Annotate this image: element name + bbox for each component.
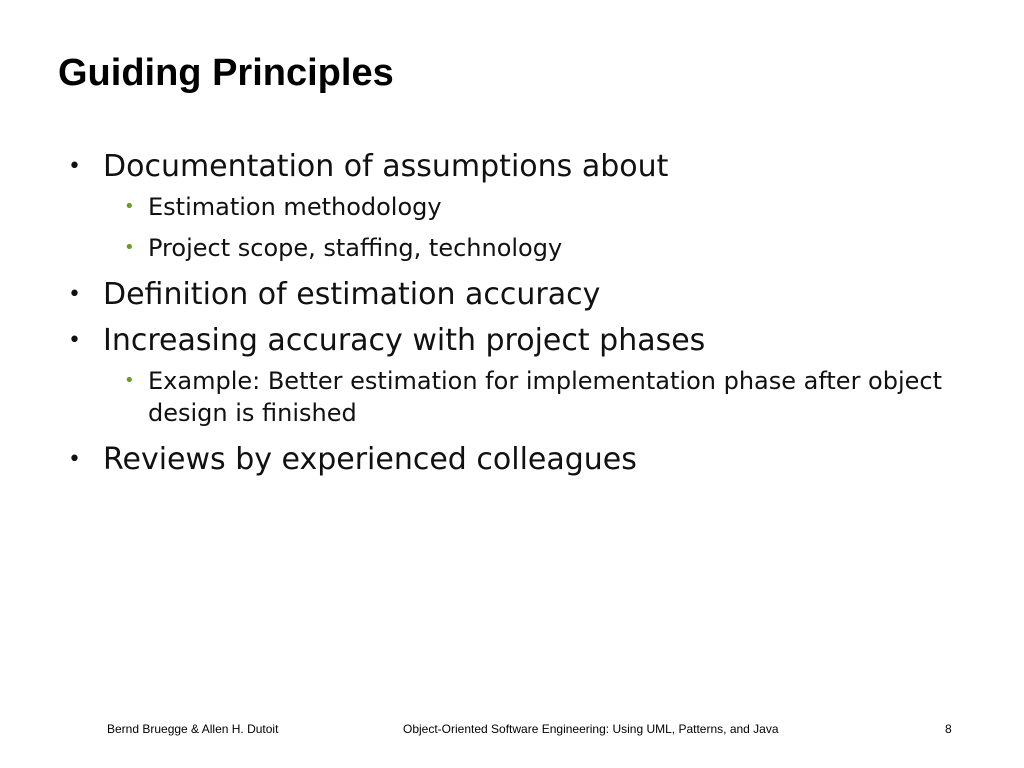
slide-title: Guiding Principles xyxy=(58,52,394,94)
sub-bullet-item xyxy=(68,191,968,223)
bullet-text: Documentation of assumptions about xyxy=(103,149,669,184)
bullet-item xyxy=(68,319,968,363)
bullet-text: Reviews by experienced colleagues xyxy=(103,442,637,477)
bullet-icon: • xyxy=(68,154,81,179)
page-number: 8 xyxy=(945,722,952,736)
sub-bullet-item xyxy=(68,232,968,264)
bullet-icon: • xyxy=(68,447,81,472)
footer-book-title: Object-Oriented Software Engineering: Using UML, Patterns, and Java xyxy=(403,722,779,736)
sub-bullet-icon: • xyxy=(124,237,135,258)
bullet-icon: • xyxy=(68,328,81,353)
sub-bullet-item xyxy=(68,365,968,429)
bullet-list xyxy=(68,145,968,484)
bullet-icon: • xyxy=(68,282,81,307)
bullet-item xyxy=(68,273,968,317)
sub-bullet-icon: • xyxy=(124,370,135,391)
bullet-text: Definition of estimation accuracy xyxy=(103,277,601,312)
bullet-item xyxy=(68,145,968,189)
bullet-text: Increasing accuracy with project phases xyxy=(103,323,706,358)
sub-bullet-text: Example: Better estimation for implementation phase after object design is finished xyxy=(148,367,943,427)
sub-bullet-list xyxy=(68,191,968,264)
bullet-item xyxy=(68,438,968,482)
sub-bullet-text: Project scope, staffing, technology xyxy=(148,234,563,262)
footer-authors: Bernd Bruegge & Allen H. Dutoit xyxy=(107,722,279,736)
sub-bullet-text: Estimation methodology xyxy=(148,193,442,221)
sub-bullet-icon: • xyxy=(124,196,135,217)
sub-bullet-list xyxy=(68,365,968,429)
